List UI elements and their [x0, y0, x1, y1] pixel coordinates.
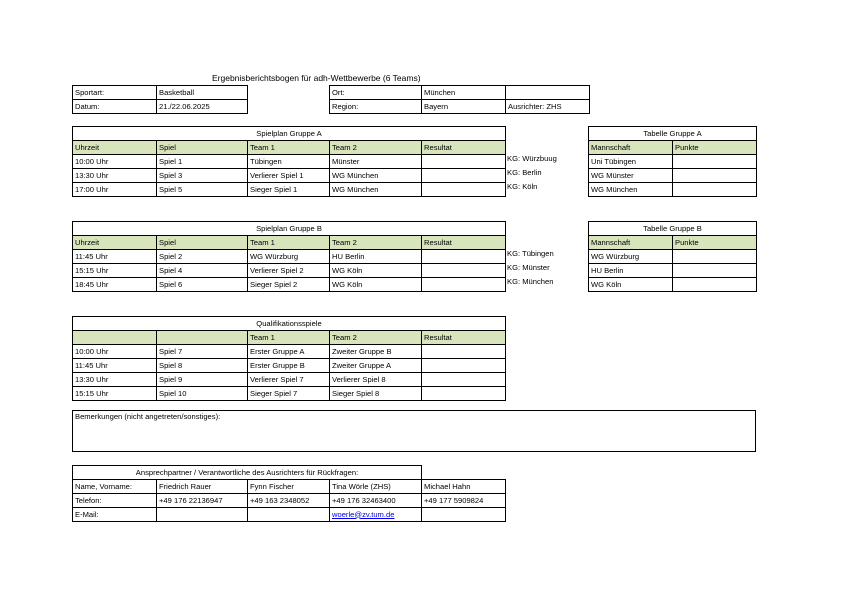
time-cell: 11:45 Uhr: [73, 250, 157, 264]
table-row: [73, 345, 506, 359]
result-cell[interactable]: [422, 183, 506, 197]
remarks-box[interactable]: [72, 410, 756, 452]
col-mannschaft: Mannschaft: [589, 141, 673, 155]
team2-cell: WG München: [330, 183, 422, 197]
referee-note: KG: Tübingen: [507, 249, 554, 258]
sportart-value[interactable]: Basketball: [157, 86, 248, 100]
table-row: [73, 508, 506, 522]
team2-cell: WG Köln: [330, 264, 422, 278]
result-cell[interactable]: [422, 359, 506, 373]
col-team2: Team 2: [330, 141, 422, 155]
standings-group-b: [588, 221, 757, 292]
col-team2: Team 2: [330, 236, 422, 250]
game-cell: Spiel 9: [157, 373, 248, 387]
referee-note: KG: Würzbuug: [507, 154, 557, 163]
game-cell: Spiel 7: [157, 345, 248, 359]
team1-cell: Erster Gruppe B: [248, 359, 330, 373]
col-resultat: Resultat: [422, 236, 506, 250]
col-team1: Team 1: [248, 236, 330, 250]
datum-value[interactable]: 21./22.06.2025: [157, 100, 248, 114]
team2-cell: Zweiter Gruppe A: [330, 359, 422, 373]
team-cell: WG München: [589, 183, 673, 197]
result-cell[interactable]: [422, 373, 506, 387]
document-title: Ergebnisberichtsbogen für adh-Wettbewerbe (6 Teams): [212, 73, 421, 83]
referee-note: KG: Köln: [507, 182, 538, 191]
referee-note: KG: Münster: [507, 263, 550, 272]
table-row: [73, 373, 506, 387]
time-cell: 18:45 Uhr: [73, 278, 157, 292]
team2-cell: Verlierer Spiel 8: [330, 373, 422, 387]
game-cell: Spiel 8: [157, 359, 248, 373]
points-cell[interactable]: [673, 264, 757, 278]
result-cell[interactable]: [422, 345, 506, 359]
info-table-left: [72, 85, 248, 114]
result-cell[interactable]: [422, 278, 506, 292]
table-row: [73, 480, 506, 494]
col-resultat: Resultat: [422, 331, 506, 345]
team1-cell: Tübingen: [248, 155, 330, 169]
result-cell[interactable]: [422, 155, 506, 169]
table-row: [589, 169, 757, 183]
points-cell[interactable]: [673, 169, 757, 183]
table-row: [589, 278, 757, 292]
col-spiel: Spiel: [157, 236, 248, 250]
col-empty: [73, 331, 157, 345]
team-cell: WG Münster: [589, 169, 673, 183]
team2-cell: Sieger Spiel 8: [330, 387, 422, 401]
col-team2: Team 2: [330, 331, 422, 345]
schedule-group-a: [72, 126, 506, 197]
contact-name: Michael Hahn: [422, 480, 506, 494]
game-cell: Spiel 2: [157, 250, 248, 264]
game-cell: Spiel 1: [157, 155, 248, 169]
table-row: [589, 264, 757, 278]
schedule-group-b: [72, 221, 506, 292]
col-spiel: Spiel: [157, 141, 248, 155]
time-cell: 11:45 Uhr: [73, 359, 157, 373]
col-uhrzeit: Uhrzeit: [73, 141, 157, 155]
points-cell[interactable]: [673, 278, 757, 292]
info-table-right: [329, 85, 590, 114]
time-cell: 13:30 Uhr: [73, 373, 157, 387]
standings-group-a: [588, 126, 757, 197]
team2-cell: HU Berlin: [330, 250, 422, 264]
schedule-group-a-title: Spielplan Gruppe A: [73, 127, 506, 141]
contacts-title: Ansprechpartner / Verantwortliche des Ausrichters für Rückfragen:: [73, 466, 422, 480]
sportart-label: Sportart:: [73, 86, 157, 100]
team1-cell: Verlierer Spiel 2: [248, 264, 330, 278]
team1-cell: Sieger Spiel 1: [248, 183, 330, 197]
referee-note: KG: Berlin: [507, 168, 542, 177]
game-cell: Spiel 4: [157, 264, 248, 278]
team1-cell: Verlierer Spiel 7: [248, 373, 330, 387]
contact-email-link[interactable]: [330, 508, 422, 522]
table-row: [73, 264, 506, 278]
time-cell: 13:30 Uhr: [73, 169, 157, 183]
col-punkte: Punkte: [673, 141, 757, 155]
contact-phone: +49 176 32463400: [330, 494, 422, 508]
result-cell[interactable]: [422, 169, 506, 183]
col-team1: Team 1: [248, 141, 330, 155]
team2-cell: WG Köln: [330, 278, 422, 292]
contact-email: [248, 508, 330, 522]
team1-cell: Verlierer Spiel 1: [248, 169, 330, 183]
time-cell: 17:00 Uhr: [73, 183, 157, 197]
time-cell: 10:00 Uhr: [73, 155, 157, 169]
team-cell: Uni Tübingen: [589, 155, 673, 169]
contact-phone: +49 176 22136947: [157, 494, 248, 508]
contact-name: Friedrich Rauer: [157, 480, 248, 494]
referee-note: KG: München: [507, 277, 554, 286]
phone-label: Telefon:: [73, 494, 157, 508]
contact-name: Tina Wörle (ZHS): [330, 480, 422, 494]
col-empty: [157, 331, 248, 345]
name-label: Name, Vorname:: [73, 480, 157, 494]
game-cell: Spiel 6: [157, 278, 248, 292]
points-cell[interactable]: [673, 183, 757, 197]
table-row: [73, 169, 506, 183]
contact-phone: +49 163 2348052: [248, 494, 330, 508]
team1-cell: Sieger Spiel 2: [248, 278, 330, 292]
game-cell: Spiel 10: [157, 387, 248, 401]
table-row: [589, 250, 757, 264]
ort-value[interactable]: München: [422, 86, 506, 100]
region-value[interactable]: Bayern: [422, 100, 506, 114]
team1-cell: Sieger Spiel 7: [248, 387, 330, 401]
contacts-table: [72, 465, 506, 522]
time-cell: 10:00 Uhr: [73, 345, 157, 359]
table-row: [73, 359, 506, 373]
table-row: [589, 155, 757, 169]
contact-email: [422, 508, 506, 522]
empty-cell[interactable]: [506, 86, 590, 100]
team2-cell: WG München: [330, 169, 422, 183]
result-cell[interactable]: [422, 264, 506, 278]
team-cell: HU Berlin: [589, 264, 673, 278]
ort-label: Ort:: [330, 86, 422, 100]
ausrichter-value: Ausrichter: ZHS: [506, 100, 590, 114]
col-uhrzeit: Uhrzeit: [73, 236, 157, 250]
qualification-title: Qualifikationsspiele: [73, 317, 506, 331]
empty-cell: [422, 466, 506, 480]
points-cell[interactable]: [673, 250, 757, 264]
team1-cell: Erster Gruppe A: [248, 345, 330, 359]
email-label: E-Mail:: [73, 508, 157, 522]
contact-phone: +49 177 5909824: [422, 494, 506, 508]
points-cell[interactable]: [673, 155, 757, 169]
result-cell[interactable]: [422, 387, 506, 401]
team1-cell: WG Würzburg: [248, 250, 330, 264]
email-link[interactable]: woerle@zv.tum.de: [332, 509, 395, 519]
team2-cell: Zweiter Gruppe B: [330, 345, 422, 359]
time-cell: 15:15 Uhr: [73, 387, 157, 401]
time-cell: 15:15 Uhr: [73, 264, 157, 278]
datum-label: Datum:: [73, 100, 157, 114]
col-punkte: Punkte: [673, 236, 757, 250]
table-row: [73, 155, 506, 169]
result-cell[interactable]: [422, 250, 506, 264]
col-resultat: Resultat: [422, 141, 506, 155]
table-row: [73, 494, 506, 508]
col-team1: Team 1: [248, 331, 330, 345]
table-row: [589, 183, 757, 197]
table-row: [73, 183, 506, 197]
standings-group-a-title: Tabelle Gruppe A: [589, 127, 757, 141]
team-cell: WG Würzburg: [589, 250, 673, 264]
contact-email: [157, 508, 248, 522]
qualification-games: [72, 316, 506, 401]
table-row: [73, 278, 506, 292]
standings-group-b-title: Tabelle Gruppe B: [589, 222, 757, 236]
region-label: Region:: [330, 100, 422, 114]
col-mannschaft: Mannschaft: [589, 236, 673, 250]
schedule-group-b-title: Spielplan Gruppe B: [73, 222, 506, 236]
game-cell: Spiel 5: [157, 183, 248, 197]
table-row: [73, 250, 506, 264]
remarks-label: Bemerkungen (nicht angetreten/sonstiges):: [75, 412, 221, 421]
team-cell: WG Köln: [589, 278, 673, 292]
contact-name: Fynn Fischer: [248, 480, 330, 494]
table-row: [73, 387, 506, 401]
team2-cell: Münster: [330, 155, 422, 169]
game-cell: Spiel 3: [157, 169, 248, 183]
